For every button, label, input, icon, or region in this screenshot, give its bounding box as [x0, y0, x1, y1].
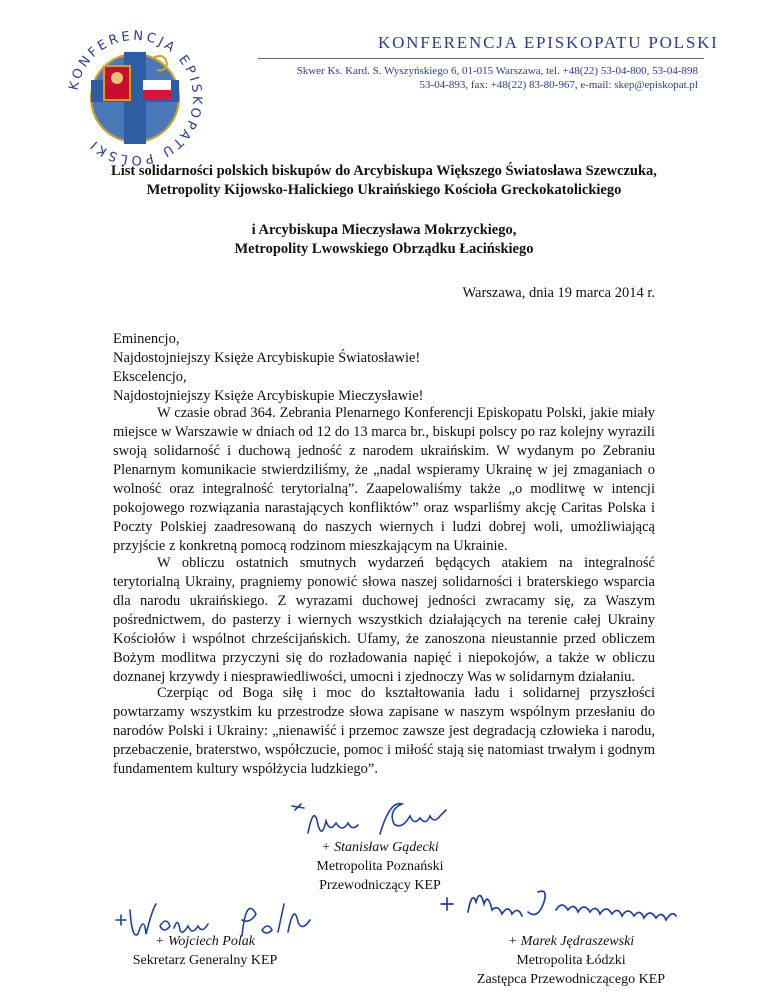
body-paragraph-3: Czerpiąc od Boga siłę i moc do kształtowania ładu i solidarnej przyszłości powtarzamy wszystkim ku przestrodze słowa zapisane w naszym wspólnym przesłaniu do narodów Polski i Ukrainy: „nienawiść i przemoc zawsze jest degradacją człowieka i narodu, przebaczenie, braterstwo, współczucie, pomoc i miłość stają się natomiast trwałym i godnym fundamentem kultury współżycia ludzkiego”.: [113, 685, 655, 777]
body-paragraph-1: W czasie obrad 364. Zebrania Plenarnego Konferencji Episkopatu Polski, jakie miały miejsce w Warszawie w dniach od 12 do 13 marca br., biskupi polscy po raz kolejny wyrazili swoją solidarność i duchową jedność z narodem ukraińskim. W wydanym po Zebraniu Plenarnym komunikacie stwierdziliśmy, że „nadal wspieramy Ukrainę w jej zmaganiach o wolność oraz integralność terytorialną”. Zaapelowaliśmy także „o modlitwę w intencji pokojowego rozwiązania narastających konfliktów” oraz wsparliśmy akcję Caritas Polska i Poczty Polskiej zaadresowaną do naszych wiernych i ludzi dobrej woli, umożliwiającą przyjście z konkretną pomocą rodzinom mieszkającym na Ukrainie.: [113, 405, 655, 554]
signature-block-right: [440, 932, 702, 989]
body-paragraph-2: W obliczu ostatnich smutnych wydarzeń będących atakiem na integralność terytorialną Ukrainy, pragniemy ponowić słowa naszej solidarności i braterskiego wsparcia dla narodu ukraińskiego. Z wyrazami duchowej jedności zwracamy się, za Waszym pośrednictwem, do pasterzy i wiernych wszystkich działających na terenie całej Ukrainy Kościołów i wspólnot chrześcijańskich. Ufamy, że zanoszona nieustannie przed obliczem Bożym modlitwa przyczyni się do rozładowania napięć i niepokojów, a także w obliczu doznanej krzywdy i niesprawiedliwości, umocni i zjednoczy Was w solidarnym działaniu.: [113, 555, 655, 685]
flag-poland-red: [143, 90, 171, 100]
letter-title-line-4: Metropolity Lwowskiego Obrządku Łacińskiego: [234, 241, 534, 257]
signatory-role: Sekretarz Generalny KEP: [132, 953, 278, 968]
header-address: [238, 64, 698, 92]
salutation-line: Najdostojniejszy Księże Arcybiskupie Mieczysławie!: [113, 388, 424, 404]
signatory-role: Przewodniczący KEP: [319, 878, 441, 893]
letter-title-line-3: i Arcybiskupa Mieczysława Mokrzyckiego,: [251, 222, 517, 238]
signatory-role: Metropolita Poznański: [316, 859, 444, 874]
address-line-1: Skwer Ks. Kard. S. Wyszyńskiego 6, 01-015 Warszawa, tel. +48(22) 53-04-800, 53-04-898: [296, 65, 698, 77]
signature-gadecki-handwriting: [290, 798, 480, 843]
header-divider: [258, 58, 704, 59]
signature-block-main: [250, 838, 510, 895]
signatory-name: + Marek Jędraszewski: [507, 934, 635, 949]
salutation-line: Eminencjo,: [113, 331, 180, 347]
signatory-name: + Stanisław Gądecki: [321, 840, 439, 855]
episcopate-logo: [55, 18, 215, 178]
salutation-line: Ekscelencjo,: [113, 369, 187, 385]
logo-ring-text: KONFERENCJA EPISKOPATU POLSKI: [66, 28, 205, 168]
letter-date: Warszawa, dnia 19 marca 2014 r.: [462, 285, 655, 301]
signatory-role: Zastępca Przewodniczącego KEP: [476, 972, 666, 987]
letter-title-line-1: List solidarności polskich biskupów do Arcybiskupa Większego Światosława Szewczuka,: [111, 163, 657, 179]
signatory-role: Metropolita Łódzki: [516, 953, 626, 968]
salutation: [113, 330, 423, 406]
signatory-name: + Wojciech Polak: [155, 934, 255, 949]
organization-name: KONFERENCJA EPISKOPATU POLSKI: [378, 33, 719, 52]
flag-poland-white: [143, 80, 171, 90]
signature-block-left: [95, 932, 315, 970]
salutation-line: Najdostojniejszy Księże Arcybiskupie Światosławie!: [113, 350, 421, 366]
address-line-2: 53-04-893, fax: +48(22) 83-80-967, e-mail: skep@episkopat.pl: [419, 79, 698, 91]
letter-title-line-2: Metropolity Kijowsko-Halickiego Ukraińskiego Kościoła Greckokatolickiego: [146, 182, 622, 198]
